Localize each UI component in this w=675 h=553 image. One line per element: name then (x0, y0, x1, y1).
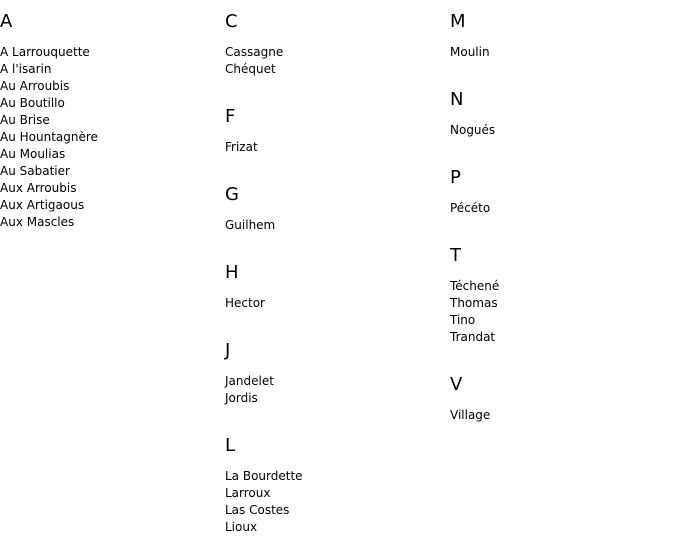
name-list (225, 373, 450, 407)
name-list (225, 217, 450, 234)
letter-heading: M (450, 11, 466, 32)
letter-heading: P (450, 167, 461, 188)
letter-heading: L (225, 435, 236, 456)
list-item[interactable]: Cassagne (225, 45, 284, 59)
letter-heading: V (450, 374, 463, 395)
list-item[interactable]: Nogués (450, 123, 496, 137)
list-item[interactable]: Au Moulias (0, 147, 66, 161)
name-list (225, 468, 450, 536)
name-list (225, 139, 450, 156)
letter-group-n (450, 78, 675, 139)
name-list (225, 44, 450, 78)
name-list (450, 278, 675, 346)
list-item[interactable]: Aux Artigaous (0, 198, 85, 212)
index-column-1 (0, 0, 225, 248)
list-item[interactable]: Tino (450, 313, 476, 327)
letter-heading: J (225, 340, 231, 361)
letter-heading: G (225, 184, 239, 205)
list-item[interactable]: Jordis (225, 391, 258, 405)
list-item[interactable]: Au Sabatier (0, 164, 70, 178)
list-item[interactable]: Au Hountagnère (0, 130, 98, 144)
letter-heading: N (450, 89, 464, 110)
list-item[interactable]: Lioux (225, 520, 258, 534)
index-column-2 (225, 0, 450, 553)
list-item[interactable]: Moulin (450, 45, 490, 59)
letter-group-g (225, 173, 450, 234)
name-list (450, 200, 675, 217)
list-item[interactable]: Jandelet (225, 374, 274, 388)
letter-heading: F (225, 106, 236, 127)
letter-group-m (450, 0, 675, 61)
list-item[interactable]: Las Costes (225, 503, 290, 517)
letter-group-j (225, 329, 450, 407)
letter-group-h (225, 251, 450, 312)
index-column-3 (450, 0, 675, 441)
letter-heading: H (225, 262, 239, 283)
name-list (0, 44, 225, 231)
name-list (450, 122, 675, 139)
list-item[interactable]: Larroux (225, 486, 271, 500)
letter-group-t (450, 234, 675, 346)
list-item[interactable]: A l'isarin (0, 62, 52, 76)
letter-heading: C (225, 11, 238, 32)
list-item[interactable]: Frizat (225, 140, 258, 154)
letter-heading: T (450, 245, 461, 266)
name-list (450, 44, 675, 61)
name-list (225, 295, 450, 312)
list-item[interactable]: Pécéto (450, 201, 491, 215)
letter-group-f (225, 95, 450, 156)
letter-group-c (225, 0, 450, 78)
name-list (450, 407, 675, 424)
list-item[interactable]: Village (450, 408, 491, 422)
letter-group-a (0, 0, 225, 231)
list-item[interactable]: Hector (225, 296, 265, 310)
list-item[interactable]: Guilhem (225, 218, 276, 232)
list-item[interactable]: Chéquet (225, 62, 276, 76)
letter-group-l (225, 424, 450, 536)
list-item[interactable]: Téchené (450, 279, 500, 293)
list-item[interactable]: Au Arroubis (0, 79, 70, 93)
letter-group-v (450, 363, 675, 424)
list-item[interactable]: Aux Mascles (0, 215, 75, 229)
letter-heading: A (0, 11, 13, 32)
letter-group-p (450, 156, 675, 217)
list-item[interactable]: A Larrouquette (0, 45, 90, 59)
list-item[interactable]: Au Brise (0, 113, 50, 127)
list-item[interactable]: Trandat (450, 330, 496, 344)
list-item[interactable]: La Bourdette (225, 469, 303, 483)
list-item[interactable]: Thomas (450, 296, 498, 310)
list-item[interactable]: Aux Arroubis (0, 181, 77, 195)
list-item[interactable]: Au Boutillo (0, 96, 65, 110)
